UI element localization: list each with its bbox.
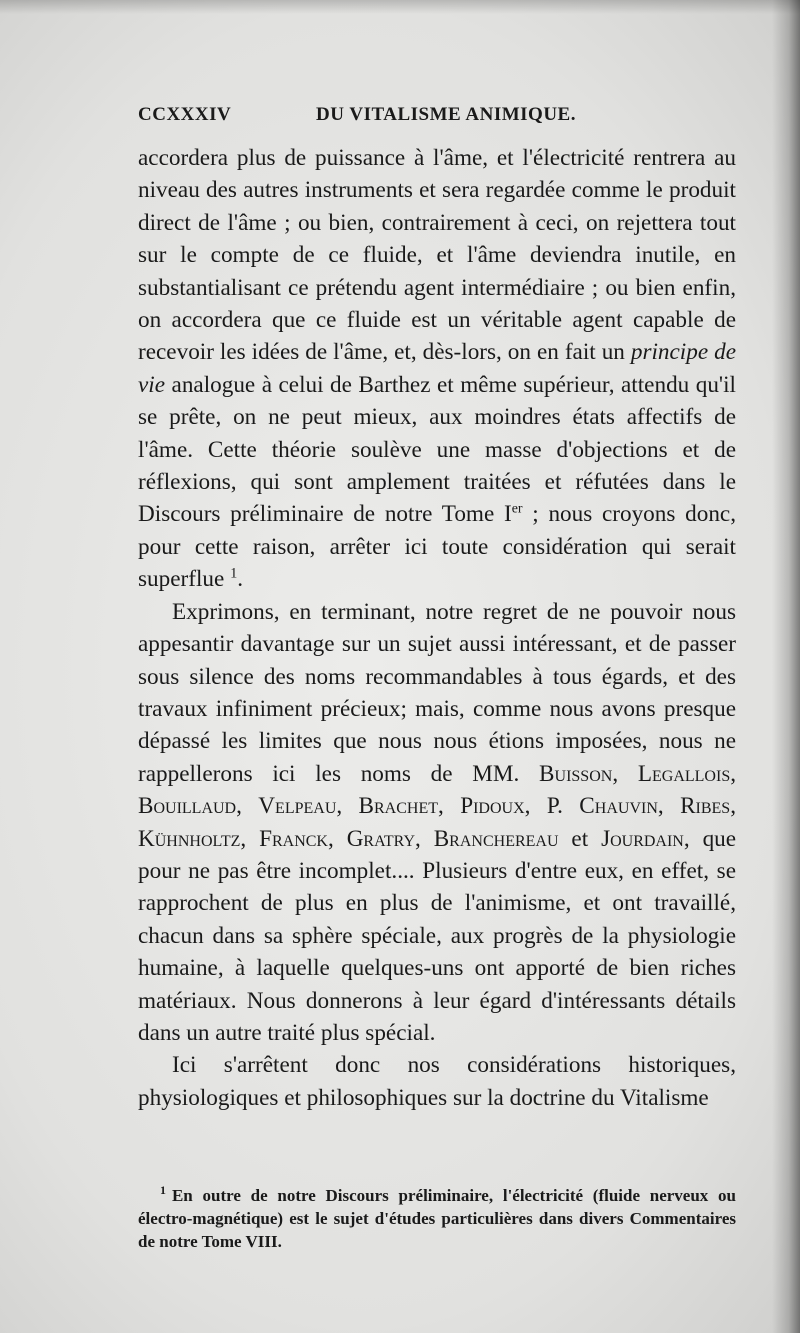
name-separator: , [657,793,681,820]
footnote [138,1184,736,1253]
name-separator: , [612,760,638,787]
name-separator: , [240,825,260,852]
author-name: Buisson [539,760,613,787]
name-separator: , [730,760,737,787]
paragraph-3: Ici s'arrêtent donc nos considérations historiques, physiologiques et philosophiques sur la doctrine du Vitalisme [138,1052,736,1111]
author-name: Ribes [680,793,731,820]
footnote-reference: 1 [230,565,238,582]
paragraph-2-part-a: Exprimons, en terminant, notre regret de ne pouvoir nous appesantir davantage sur un sujet aussi intéressant, et de passer sous silence des noms recommandables à tous égards, et des travaux infiniment précieux; mais, comme nous avons presque dépassé les limites que nous nous étions imposées, nous ne rappellerons ici les noms de MM. [138,598,736,787]
italic-phrase: principe de vie [138,339,736,398]
paragraph-1-part-c: ; nous croyons donc, pour cette raison, arrêter ici toute considération qui serait superflue [138,501,736,593]
ordinal-superscript: er [511,501,523,517]
name-separator: , [236,793,259,820]
author-name: Brachet [358,793,439,820]
author-name: Kühnholtz [138,825,241,852]
footnote-mark: 1 [160,1183,166,1198]
author-name: P. Chauvin [546,793,658,820]
author-name: Pidoux [460,793,525,820]
author-name: Bouillaud [138,793,237,820]
author-name: Legallois [637,760,731,787]
paragraph-1-part-a: accordera plus de puissance à l'âme, et l'électricité rentrera au niveau des autres instruments et sera regardée comme le produit direct de l'âme ; ou bien, contrairement à ceci, on rejettera tout sur le compte de ce fluide, et l'âme deviendra inutile, en substantialisant ce prétendu agent intermédiaire ; ou bien enfin, on accordera que ce fluide est un véritable agent capable de recevoir les idées de l'âme, et, dès-lors, on en fait un [138,145,736,366]
author-name: Jourdain [601,825,684,852]
author-name: Branchereau [433,825,559,852]
page-binding-shadow [772,0,800,1333]
name-separator: , [438,793,461,820]
body-text [138,142,736,1114]
name-separator: , [730,793,736,820]
paragraph-1 [138,142,736,596]
page-number: CCXXXIV [138,104,232,125]
name-separator: , [327,825,347,852]
paragraph-1-part-b: analogue à celui de Barthez et même supérieur, attendu qu'il se prête, on ne peut mieux, aux moindres états affectifs de l'âme. Cette théorie soulève une masse d'objections et de réflexions, qui sont amplement traitées et réfutées dans le Discours préliminaire de notre Tome I [138,371,736,528]
name-separator: , [524,793,547,820]
paragraph-2 [138,596,736,1050]
running-title: DU VITALISME ANIMIQUE. [316,104,576,125]
running-head [138,104,738,132]
name-conjunction: et [558,825,602,852]
footnote-text: En outre de notre Discours préliminaire, l'électricité (fluide nerveux ou électro-magnétique) est le sujet d'études particulières dans divers Commentaires de notre Tome VIII. [138,1186,736,1251]
name-separator: , [415,825,434,852]
paragraph-1-part-d: . [237,566,244,593]
author-name: Velpeau [258,793,337,820]
page-top-shadow [0,0,800,14]
name-separator: , [336,793,359,820]
author-name: Gratry [346,825,416,852]
paragraph-2-part-b: , que pour ne pas être incomplet.... Plusieurs d'entre eux, en effet, se rapprochent de plus en plus de l'animisme, et ont travaillé, chacun dans sa sphère spéciale, aux progrès de la physiologie humaine, à laquelle quelques-uns ont apporté de bien riches matériaux. Nous donnerons à leur égard d'intéressants détails dans un autre traité plus spécial. [138,825,737,1046]
author-name: Franck [259,825,328,852]
